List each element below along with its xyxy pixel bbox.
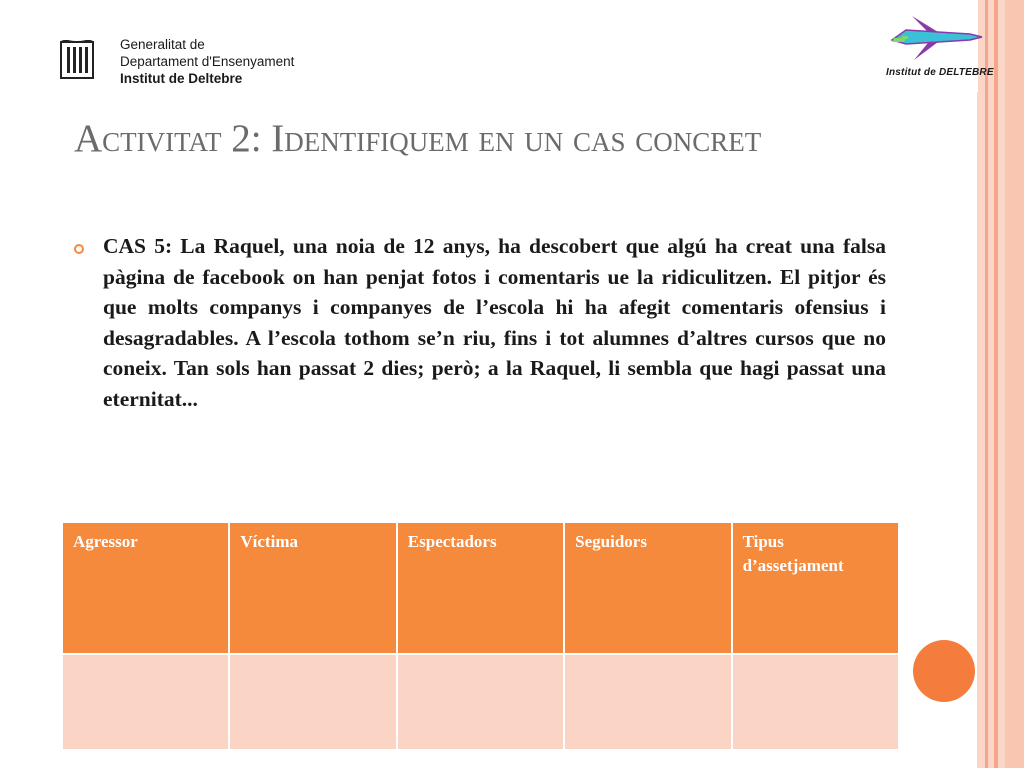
header-cell-espectadors: Espectadors [397, 522, 564, 654]
table-cell [564, 654, 731, 750]
decor-stripe [977, 0, 985, 768]
institute-plane-logo-icon [884, 12, 984, 64]
header-cell-victima: Víctima [229, 522, 396, 654]
header-cell-seguidors: Seguidors [564, 522, 731, 654]
table-header-row [62, 522, 899, 654]
table-cell [229, 654, 396, 750]
slide-title: Activitat 2: Identifiquem en un cas concret [74, 117, 762, 160]
org-line-2: Departament d'Ensenyament [120, 54, 295, 69]
table-cell [62, 654, 229, 750]
org-line-1: Generalitat de [120, 37, 205, 52]
table-cell [732, 654, 899, 750]
bullet-icon [74, 244, 84, 254]
header-cell-tipus-assetjament: Tipus d’assetjament [732, 522, 899, 654]
organization-text [120, 36, 294, 87]
table-row [62, 654, 899, 750]
decor-stripe [998, 0, 1005, 768]
generalitat-logo-icon [60, 40, 94, 80]
roles-table [61, 521, 900, 751]
decor-stripe [1005, 0, 1024, 768]
case-description: CAS 5: La Raquel, una noia de 12 anys, ha descobert que algú ha creat una falsa pàgina de facebook on han penjat fotos i comentaris ue la ridiculitzen. El pitjor és que molts companys i companyes de l’escola hi ha afegit comentaris ofensius i desagradables. A l’escola tothom se’n riu, fins i tot alumnes d’altres cursos que no coneix. Tan sols han passat 2 dies; però; a la Raquel, li sembla que hagi passat una eternitat... [103, 234, 886, 411]
decorative-circle [913, 640, 975, 702]
table-cell [397, 654, 564, 750]
header-cell-agressor: Agressor [62, 522, 229, 654]
institute-logo-label: Institut de DELTEBRE [886, 67, 994, 78]
org-line-3: Institut de Deltebre [120, 71, 243, 86]
